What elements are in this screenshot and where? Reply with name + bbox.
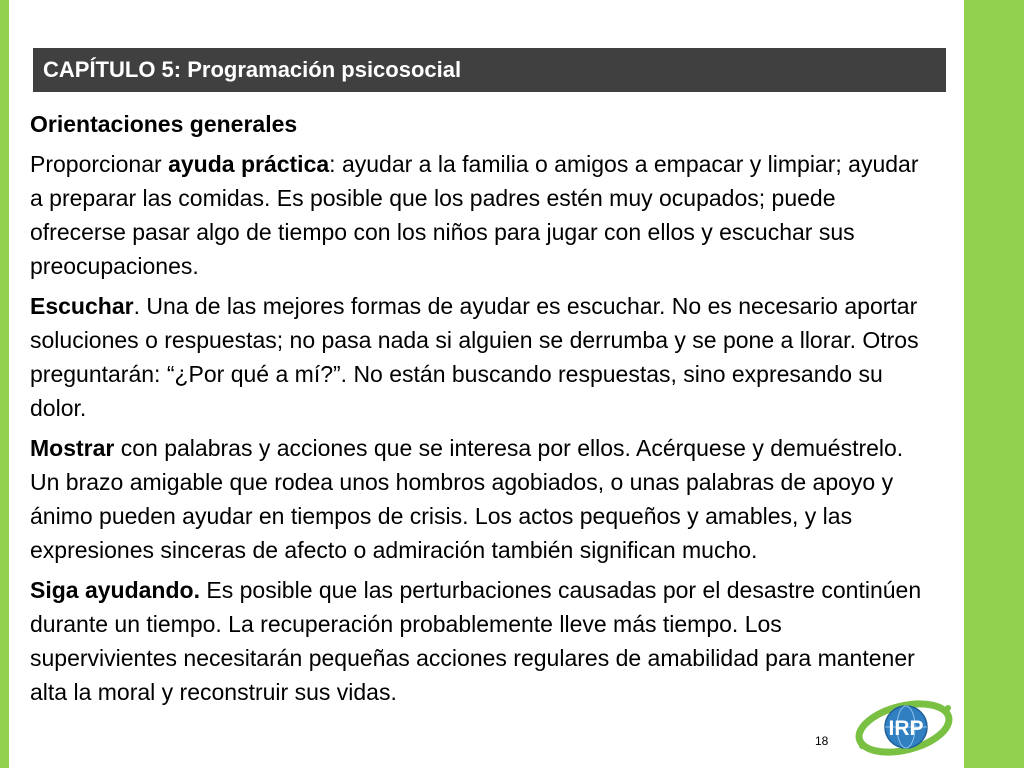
paragraph-keyword: Siga ayudando. [30,577,200,603]
left-accent-stripe [0,0,9,768]
paragraph-text: con palabras y acciones que se interesa por ellos. Acérquese y demuéstrelo. Un brazo amigable que rodea unos hombros agobiados, o unas palabras de apoyo y ánimo pueden ayudar en tiempos de crisis. Los actos pequeños y amables, y las expresiones sinceras de afecto o admiración también significan mucho. [30,435,904,563]
irp-logo [850,694,958,760]
paragraph-listen [30,289,930,425]
title-bar [33,48,946,92]
paragraph-text: : ayudar a la familia o amigos a empacar y limpiar; ayudar a preparar las comidas. Es posible que los padres estén muy ocupados; puede ofrecerse pasar algo de tiempo con los niños para jugar con ellos y escuchar sus preocupaciones. [30,151,919,279]
paragraph-lead: Proporcionar [30,151,169,177]
paragraph-keyword: Mostrar [30,435,115,461]
paragraph-keyword: ayuda práctica [168,151,330,177]
irp-logo-icon [850,694,958,760]
slide-title: CAPÍTULO 5: Programación psicosocial [43,57,462,82]
right-accent-stripe [964,0,1024,768]
section-heading: Orientaciones generales [30,111,298,137]
logo-text: IRP [888,717,924,740]
paragraph-show [30,431,930,567]
paragraph-keep-helping [30,573,930,709]
slide-body [30,107,930,715]
paragraph-practical-help [30,147,930,283]
paragraph-keyword: Escuchar [30,293,134,319]
paragraph-text: Es posible que las perturbaciones causadas por el desastre continúen durante un tiempo. La recuperación probablemente lleve más tiempo. Los supervivientes necesitarán pequeñas acciones regulares de amabilidad para mantener alta la moral y reconstruir sus vidas. [30,577,922,705]
paragraph-text: . Una de las mejores formas de ayudar es escuchar. No es necesario aportar soluciones o respuestas; no pasa nada si alguien se derrumba y se pone a llorar. Otros preguntarán: “¿Por qué a mí?”. No están buscando respuestas, sino expresando su dolor. [30,293,919,421]
page-number: 18 [815,734,829,748]
